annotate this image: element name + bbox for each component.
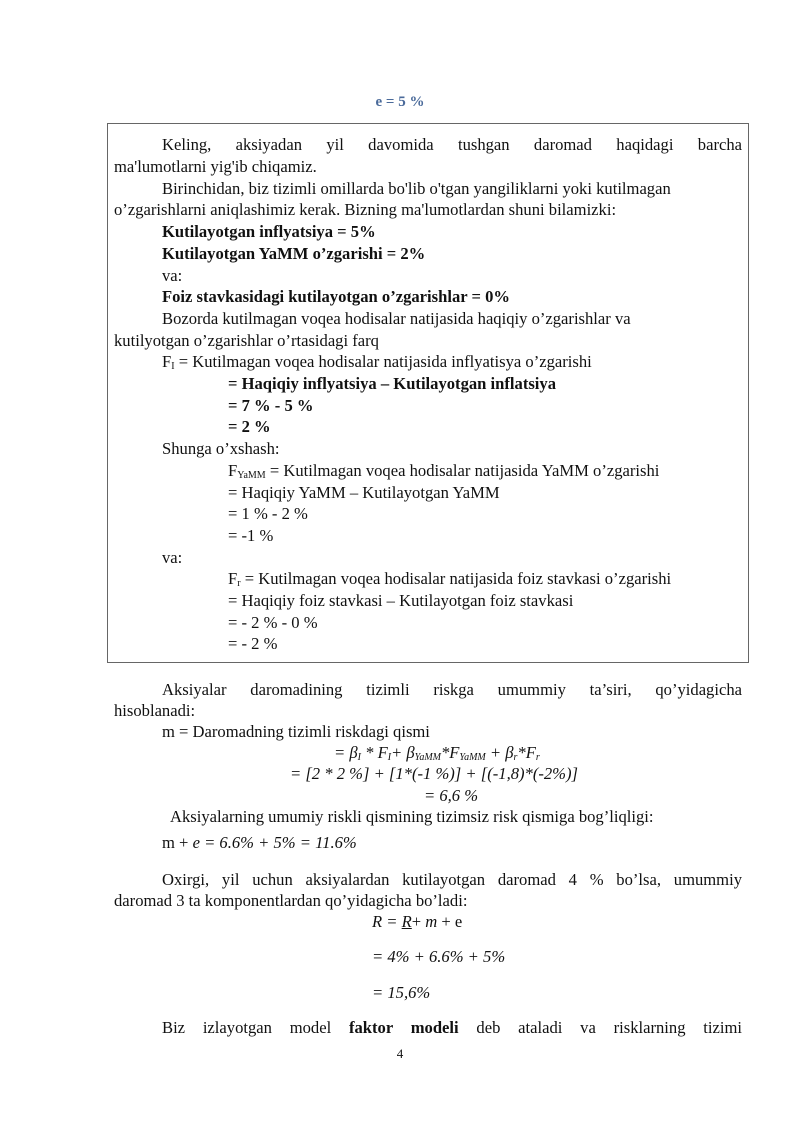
r-equation-2: = 4% + 6.6% + 5% (372, 947, 506, 966)
box-p2-line2: o’zgarishlarni aniqlashimiz kerak. Bizning ma'lumotlardan shuni bilamizki: (114, 200, 617, 219)
m-definition: m = Daromadning tizimli riskdagi qismi (162, 722, 430, 741)
f-inflation-line4: = 2 % (228, 417, 271, 436)
body-p6-line2: daromad 3 ta komponentlardan qo’yidagicha bo’ladi: (114, 891, 468, 910)
f-rate-def: $F_r$ = Kutilmagan voqea hodisalar natijasida foiz stavkasi o’zgarishi (228, 569, 672, 589)
f-inflation-line3: = 7 % - 5 % (228, 396, 314, 415)
m-equation-2: = [2 * 2 %] + [1*(-1 %)] + [(-1,8)*(-2%)] (290, 764, 578, 783)
heading-e-equals: e = 5 % (375, 94, 425, 110)
expected-inflation: Kutilayotgan inflyatsiya = 5% (162, 222, 376, 241)
body-p6-line1: Oxirgi, yil uchun aksiyalardan kutilayotgan daromad 4 % bo’lsa, umummiy (162, 870, 742, 889)
m-equation-1: = $\beta_I * F_I+ \beta_{YaMM}*F_{YaMM} + \beta_r*F_r$ (334, 743, 540, 763)
box-p1-line1: Keling, aksiyadan yil davomida tushgan daromad haqidagi barcha (162, 135, 742, 154)
body-p5: Aksiyalarning umumiy riskli qismining tizimsiz risk qismiga bog’liqligi: (170, 807, 654, 826)
box-va-1: va: (162, 266, 183, 285)
body-p4-line1: Aksiyalar daromadining tizimli riskga umummiy ta’siri, qo’yidagicha (162, 680, 742, 699)
m-plus-e-equation: m + e = 6.6% + 5% = 11.6% (162, 833, 357, 852)
f-inflation-line2: = Haqiqiy inflyatsiya – Kutilayotgan inflatsiya (228, 374, 557, 393)
similarly-label: Shunga o’xshash: (162, 439, 280, 458)
f-gdp-line4: = -1 % (228, 526, 274, 545)
box-p3-line1: Bozorda kutilmagan voqea hodisalar natijasida haqiqiy o’zgarishlar va (162, 309, 631, 328)
m-equation-3: = 6,6 % (424, 786, 479, 805)
f-rate-line3: = - 2 % - 0 % (228, 613, 318, 632)
box-va-2: va: (162, 548, 183, 567)
f-rate-line4: = - 2 % (228, 634, 278, 653)
f-inflation-def: $F_I$ = Kutilmagan voqea hodisalar natijasida inflyatisya o’zgarishi (162, 352, 592, 372)
r-equation-3: = 15,6% (372, 983, 431, 1002)
f-rate-line2: = Haqiqiy foiz stavkasi – Kutilayotgan foiz stavkasi (228, 591, 574, 610)
body-p7-line1: Biz izlayotgan model faktor modeli deb ataladi va risklarning tizimi (162, 1018, 742, 1037)
f-gdp-line2: = Haqiqiy YaMM – Kutilayotgan YaMM (228, 483, 500, 502)
box-p3-line2: kutilyotgan o’zgarishlar o’rtasidagi farq (114, 331, 379, 350)
body-p4-line2: hisoblanadi: (114, 701, 196, 720)
r-equation-1: R = R+ m + e (372, 912, 463, 931)
page-number: 4 (396, 1046, 404, 1061)
f-gdp-line3: = 1 % - 2 % (228, 504, 308, 523)
expected-gdp-change: Kutilayotgan YaMM o’zgarishi = 2% (162, 244, 426, 263)
f-gdp-def: $F_{YaMM}$ = Kutilmagan voqea hodisalar natijasida YaMM o’zgarishi (228, 461, 660, 481)
box-p2-line1: Birinchidan, biz tizimli omillarda bo'lib o'tgan yangiliklarni yoki kutilmagan (162, 179, 671, 198)
box-p1-line2: ma'lumotlarni yig'ib chiqamiz. (114, 157, 317, 176)
expected-interest-change: Foiz stavkasidagi kutilayotgan o’zgarishlar = 0% (162, 287, 510, 306)
